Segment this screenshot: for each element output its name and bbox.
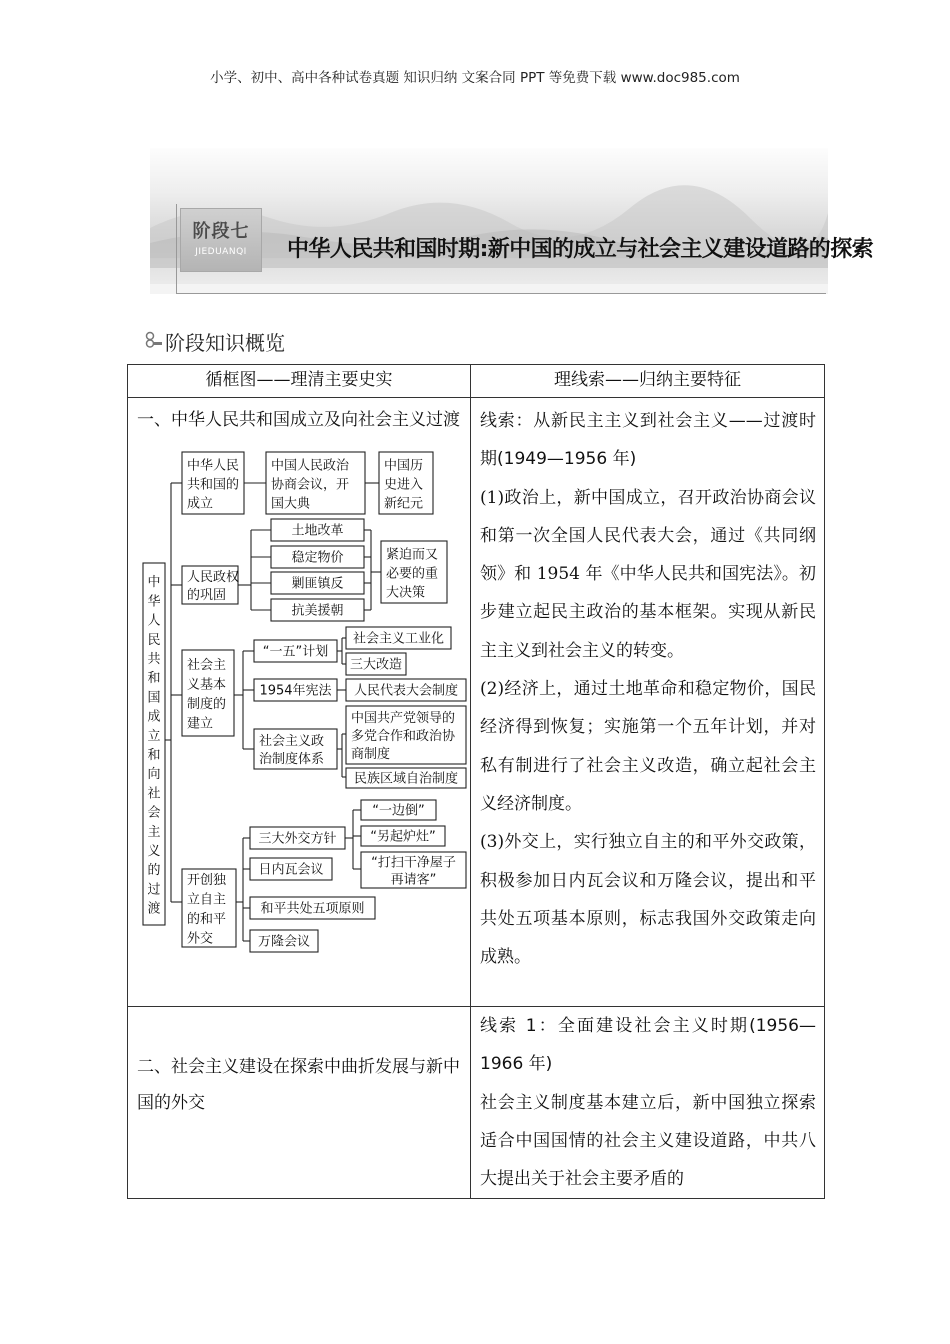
diagram-korean-war: [271, 599, 364, 621]
diagram-root-text: 会: [147, 805, 161, 821]
diagram-three-transformations-text: 三大改造: [349, 657, 403, 673]
diagram-geneva-conference-text: 日内瓦会议: [258, 862, 324, 878]
key-icon: [145, 331, 163, 349]
diagram-root-text: 和: [147, 747, 161, 763]
diagram-cppcc-founding-text: 协商会议，开: [271, 477, 350, 493]
framework-cell: [128, 398, 471, 1007]
diagram-branch-system-text: 义基本: [187, 677, 227, 693]
diagram-lean-to-one-side: [361, 800, 436, 820]
site-header-line: 小学、初中、高中各种试卷真题 知识归纳 文案合同 PPT 等免费下载 www.doc985.com: [210, 70, 740, 86]
diagram-bandung-conference-text: 万隆会议: [257, 934, 311, 950]
diagram-political-system: [254, 729, 337, 769]
diagram-branch-system: [182, 650, 234, 736]
diagram-three-policies-text: 三大外交方针: [258, 831, 337, 847]
diagram-geneva-conference: [250, 858, 332, 880]
diagram-urgent-decision-text: 大决策: [386, 585, 426, 601]
diagram-root-text: 华: [147, 594, 161, 610]
diagram-branch-diplomacy-text: 外交: [187, 931, 214, 947]
diagram-multiparty-cooperation: [346, 706, 466, 764]
diagram-multiparty-cooperation-text: 中国共产党领导的: [351, 711, 456, 727]
stage-pinyin: JIEDUANQI: [195, 247, 247, 257]
diagram-three-policies: [250, 827, 345, 849]
section-heading-text: 阶段知识概览: [165, 331, 285, 355]
diagram-bandung-conference: [250, 930, 318, 952]
diagram-root-text: 社: [147, 786, 161, 802]
stage-label: 阶段七: [192, 221, 250, 242]
diagram-five-principles-text: 和平共处五项原则: [260, 901, 365, 917]
diagram-regional-autonomy: [346, 768, 466, 788]
diagram-branch-founding-text: 中华人民: [187, 458, 240, 474]
diagram-industrialization-text: 社会主义工业化: [352, 631, 445, 647]
diagram-root-text: 共: [147, 651, 161, 667]
diagram-root-text: 成: [147, 709, 161, 725]
diagram-branch-diplomacy-text: 立自主: [187, 892, 227, 908]
diagram-suppress-bandits-text: 剿匪镇反: [291, 576, 344, 592]
diagram-branch-founding: [182, 452, 244, 514]
diagram-root-text: 的: [147, 863, 161, 879]
diagram-branch-system-text: 社会主: [187, 658, 227, 674]
diagram-1954-constitution-text: 1954年宪法: [259, 683, 332, 699]
diagram-political-system-text: 社会主义政: [259, 734, 325, 750]
diagram-five-year-plan-text: “一五”计划: [262, 644, 329, 660]
diagram-land-reform: [271, 519, 364, 541]
diagram-npc-system-text: 人民代表大会制度: [353, 683, 459, 699]
diagram-cppcc-founding-text: 中国人民政治: [271, 458, 350, 474]
diagram-new-era-text: 史进入: [384, 477, 424, 493]
diagram-branch-system-text: 建立: [187, 716, 214, 732]
diagram-three-transformations: [346, 653, 406, 675]
diagram-clean-house-text: “打扫干净屋子: [371, 855, 456, 871]
diagram-multiparty-cooperation-text: 商制度: [351, 747, 391, 763]
diagram-root-text: 过: [147, 882, 161, 898]
diagram-new-start-text: “另起炉灶”: [370, 829, 436, 845]
diagram-new-start: [361, 826, 445, 846]
diagram-lean-to-one-side-text: “一边倒”: [372, 803, 425, 819]
diagram-clean-house: [361, 852, 466, 888]
diagram-branch-founding-text: 共和国的: [187, 477, 240, 493]
diagram-root-text: 中: [147, 575, 161, 591]
diagram-root-text: 义: [147, 843, 161, 859]
diagram-land-reform-text: 土地改革: [291, 523, 344, 539]
diagram-branch-consolidation-text: 的巩固: [187, 588, 227, 604]
framework-diagram: [135, 438, 465, 950]
diagram-urgent-decision-text: 必要的重: [386, 566, 439, 582]
clue-title-1: 线索：从新民主主义到社会主义——过渡时期(1949—1956 年): [480, 411, 816, 470]
diagram-root-text: 和: [147, 671, 161, 687]
diagram-suppress-bandits: [271, 572, 364, 594]
diagram-root-text: 向: [147, 767, 161, 783]
diagram-branch-diplomacy-text: 开创独: [187, 873, 227, 889]
section-1-title: 一、中华人民共和国成立及向社会主义过渡: [137, 410, 460, 430]
clue-cell-1: [471, 398, 825, 1007]
column-header-right: 理线索——归纳主要特征: [471, 365, 825, 398]
diagram-multiparty-cooperation-text: 多党合作和政治协: [351, 729, 456, 745]
diagram-branch-consolidation: [182, 566, 239, 604]
diagram-new-era-text: 中国历: [384, 458, 424, 474]
diagram-new-era: [379, 452, 433, 514]
diagram-branch-diplomacy: [182, 869, 236, 947]
clue-1-point-economy: (2)经济上，通过土地革命和稳定物价，国民经济得到恢复；实施第一个五年计划，并对私有制进行了社会主义改造，确立起社会主义经济制度。: [480, 679, 816, 814]
clue-1-point-politics: (1)政治上，新中国成立，召开政治协商会议和第一次全国人民代表大会，通过《共同纲领》和 1954 年《中华人民共和国宪法》。初步建立起民主政治的基本框架。实现从新民主主义到社会主义的转变。: [480, 487, 816, 661]
framework-cell-2: [128, 1007, 471, 1199]
diagram-stabilize-prices-text: 稳定物价: [291, 550, 344, 566]
diagram-political-system-text: 治制度体系: [259, 752, 325, 768]
diagram-branch-diplomacy-text: 的和平: [187, 912, 227, 928]
clue-cell-2: [471, 1007, 825, 1199]
diagram-root-text: 国: [147, 690, 161, 706]
diagram-root-text: 主: [147, 824, 161, 840]
section-2-title: 二、社会主义建设在探索中曲折发展与新中国的外交: [137, 1057, 460, 1113]
diagram-urgent-decision: [381, 541, 447, 603]
diagram-branch-consolidation-text: 人民政权: [187, 570, 240, 586]
diagram-regional-autonomy-text: 民族区域自治制度: [353, 771, 459, 787]
stage-title: 中华人民共和国时期:新中国的成立与社会主义建设道路的探索: [287, 237, 874, 262]
diagram-1954-constitution: [254, 679, 337, 701]
stage-badge: [180, 208, 262, 272]
diagram-cppcc-founding: [266, 452, 365, 514]
diagram-cppcc-founding-text: 国大典: [271, 496, 311, 512]
diagram-korean-war-text: 抗美援朝: [291, 603, 344, 619]
diagram-root-text: 立: [147, 728, 161, 744]
diagram-branch-founding-text: 成立: [187, 496, 214, 512]
diagram-urgent-decision-text: 紧迫而又: [386, 547, 439, 563]
diagram-root-text: 民: [147, 632, 161, 648]
clue-2-text: 社会主义制度基本建立后，新中国独立探索适合中国国情的社会主义建设道路，中共八大提出关于社会主要矛盾的: [480, 1092, 816, 1190]
diagram-stabilize-prices: [271, 546, 364, 568]
diagram-new-era-text: 新纪元: [384, 496, 424, 512]
diagram-root-text: 渡: [147, 901, 161, 917]
diagram-root-text: 人: [147, 613, 161, 629]
column-header-left: 循框图——理清主要史实: [128, 365, 471, 398]
diagram-npc-system: [346, 679, 466, 701]
clue-1-point-diplomacy: (3)外交上，实行独立自主的和平外交政策，积极参加日内瓦会议和万隆会议，提出和平共处五项基本原则，标志我国外交政策走向成熟。: [480, 832, 816, 968]
diagram-root: [143, 563, 165, 925]
diagram-industrialization: [346, 627, 451, 649]
diagram-five-year-plan: [254, 640, 337, 662]
overview-table: [127, 364, 825, 1199]
diagram-clean-house-text: 再请客”: [390, 872, 437, 888]
diagram-five-principles: [250, 897, 375, 919]
clue-title-2: 线索 1：全面建设社会主义时期(1956—1966 年): [480, 1016, 816, 1075]
diagram-branch-system-text: 制度的: [187, 697, 227, 713]
